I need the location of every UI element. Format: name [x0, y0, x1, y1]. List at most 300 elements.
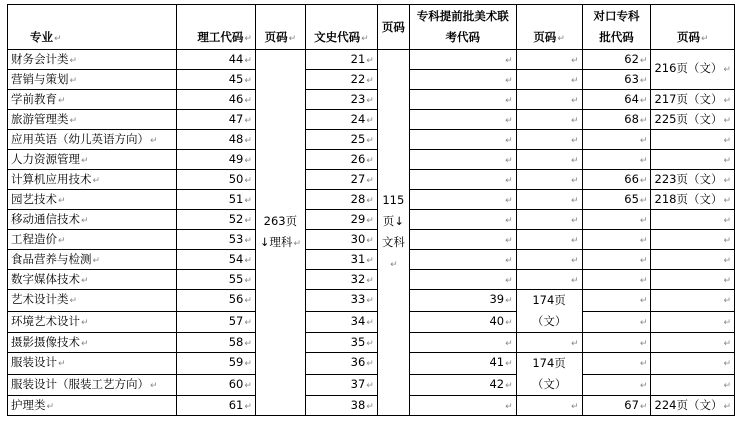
- return-mark: ↵: [81, 275, 89, 286]
- fine-art-page: [516, 70, 582, 90]
- voc-page: [651, 110, 735, 130]
- major-name-value: 计算机应用技术: [11, 171, 92, 186]
- art-code-value: 22: [350, 71, 366, 86]
- table-row: [8, 250, 735, 270]
- voc-code: [582, 130, 651, 150]
- fine-art-page: [516, 170, 582, 190]
- fine-art-code: [409, 130, 516, 150]
- return-mark: ↵: [639, 195, 648, 206]
- fine-art-code-value: 39: [489, 292, 505, 307]
- art-code-value: 38: [350, 397, 366, 412]
- major-name-value: 数字媒体技术: [11, 271, 80, 286]
- return-mark: ↵: [244, 175, 252, 186]
- sci-code: [176, 290, 255, 312]
- return-mark: ↵: [639, 338, 648, 349]
- table-row: [8, 150, 735, 170]
- major-name: [8, 290, 177, 312]
- voc-page-a-value: 216页（文）: [654, 61, 723, 75]
- return-mark: ↵: [723, 115, 731, 126]
- return-mark: ↵: [366, 359, 374, 370]
- sci-code-value: 49: [228, 151, 244, 166]
- voc-code: [582, 290, 651, 312]
- return-mark: ↵: [69, 75, 78, 86]
- art-code-value: 28: [350, 191, 366, 206]
- voc-code-value: 68: [624, 111, 639, 126]
- return-mark: ↵: [244, 359, 252, 370]
- return-mark: ↵: [505, 195, 513, 206]
- major-name: [8, 130, 177, 150]
- art-code: [305, 353, 377, 375]
- art-page-merged-value: 115页↓文科: [381, 192, 405, 249]
- fine-art-page: [516, 110, 582, 130]
- voc-page-a: [651, 50, 735, 90]
- art-code-value: 21: [350, 51, 366, 66]
- return-mark: ↵: [366, 155, 374, 166]
- fine-art-code: [409, 250, 516, 270]
- table-row: [8, 210, 735, 230]
- table-row: [8, 130, 735, 150]
- art-code-value: 33: [350, 292, 366, 307]
- return-mark: ↵: [366, 175, 374, 186]
- major-name: [8, 90, 177, 110]
- return-mark: ↵: [505, 115, 513, 126]
- return-mark: ↵: [81, 155, 89, 166]
- art-code: [305, 150, 377, 170]
- return-mark: ↵: [505, 380, 513, 391]
- return-mark: ↵: [366, 215, 374, 226]
- header-art-code: 文史代码↵: [305, 5, 377, 50]
- sci-code: [176, 230, 255, 250]
- return-mark: ↵: [505, 317, 513, 328]
- return-mark: ↵: [639, 135, 648, 146]
- return-mark: ↵: [505, 359, 513, 370]
- sci-code-value: 55: [228, 271, 244, 286]
- major-name: [8, 170, 177, 190]
- voc-code: [582, 170, 651, 190]
- sci-page-merged-value: 263页↓理科: [259, 213, 298, 249]
- table-row: [8, 333, 735, 353]
- return-mark: ↵: [723, 155, 731, 166]
- return-mark: ↵: [723, 359, 731, 370]
- sci-code: [176, 50, 255, 70]
- major-name: [8, 374, 177, 396]
- return-mark: ↵: [69, 55, 78, 66]
- return-mark: ↵: [723, 275, 731, 286]
- table-row: [8, 170, 735, 190]
- return-mark: ↵: [366, 380, 374, 391]
- art-page-merged: [377, 50, 409, 416]
- return-mark: ↵: [69, 115, 78, 126]
- voc-page: [651, 190, 735, 210]
- major-name-value: 服装设计（服装工艺方向）: [11, 376, 149, 391]
- return-mark: ↵: [244, 115, 252, 126]
- sci-code: [176, 90, 255, 110]
- return-mark: ↵: [244, 135, 252, 146]
- return-mark: ↵: [58, 359, 66, 370]
- sci-code-value: 58: [228, 334, 244, 349]
- return-mark: ↵: [505, 401, 513, 412]
- voc-page: [651, 250, 735, 270]
- header-voc-code: 对口专科批代码: [582, 5, 651, 50]
- art-code: [305, 311, 377, 333]
- return-mark: ↵: [571, 55, 579, 66]
- return-mark: ↵: [723, 135, 731, 146]
- sci-code: [176, 130, 255, 150]
- sci-code-value: 46: [228, 91, 244, 106]
- return-mark: ↵: [244, 55, 252, 66]
- return-mark: ↵: [46, 401, 55, 412]
- voc-code: [582, 374, 651, 396]
- table-row: [8, 70, 735, 90]
- sci-code: [176, 190, 255, 210]
- return-mark: ↵: [244, 195, 252, 206]
- art-code: [305, 250, 377, 270]
- major-name-value: 艺术设计类: [11, 292, 69, 307]
- major-name-value: 人力资源管理: [11, 151, 80, 166]
- voc-code: [582, 110, 651, 130]
- return-mark: ↵: [58, 95, 66, 106]
- return-mark: ↵: [366, 317, 374, 328]
- fine-art-code: [409, 374, 516, 396]
- voc-page: [651, 130, 735, 150]
- return-mark: ↵: [571, 255, 579, 266]
- header-row: [8, 5, 735, 50]
- return-mark: ↵: [58, 235, 66, 246]
- return-mark: ↵: [81, 338, 89, 349]
- sci-page-merged: [255, 50, 305, 416]
- art-code: [305, 270, 377, 290]
- header-fine-art-page: 页码↵: [516, 5, 582, 50]
- return-mark: ↵: [81, 215, 89, 226]
- return-mark: ↵: [723, 338, 731, 349]
- return-mark: ↵: [505, 155, 513, 166]
- return-mark: ↵: [366, 401, 374, 412]
- return-mark: ↵: [571, 95, 579, 106]
- fine-art-code: [409, 90, 516, 110]
- return-mark: ↵: [366, 195, 374, 206]
- fine-art-page: [516, 210, 582, 230]
- return-mark: ↵: [723, 317, 731, 328]
- fine-art-page: [516, 250, 582, 270]
- fine-art-page: [516, 190, 582, 210]
- art-code: [305, 190, 377, 210]
- fine-art-code: [409, 210, 516, 230]
- voc-code: [582, 70, 651, 90]
- art-code-value: 26: [350, 151, 366, 166]
- voc-page: [651, 311, 735, 333]
- major-name: [8, 250, 177, 270]
- sci-code-value: 60: [228, 376, 244, 391]
- voc-page-value: 223页（文）: [654, 171, 723, 186]
- voc-code: [582, 250, 651, 270]
- major-name: [8, 353, 177, 375]
- major-name-value: 食品营养与检测: [11, 251, 92, 266]
- major-name-value: 旅游管理类: [11, 111, 69, 126]
- fine-art-page: [516, 50, 582, 70]
- sci-code-value: 61: [228, 397, 244, 412]
- return-mark: ↵: [366, 235, 374, 246]
- major-name-value: 护理类: [11, 397, 46, 412]
- sci-code-value: 57: [228, 313, 244, 328]
- return-mark: ↵: [366, 296, 374, 307]
- return-mark: ↵: [244, 235, 252, 246]
- sci-code-value: 45: [228, 71, 244, 86]
- art-code: [305, 333, 377, 353]
- return-mark: ↵: [723, 380, 731, 391]
- fine-art-page: [516, 90, 582, 110]
- major-name-value: 移动通信技术: [11, 211, 80, 226]
- sci-code-value: 47: [228, 111, 244, 126]
- art-code: [305, 50, 377, 70]
- return-mark: ↵: [58, 195, 66, 206]
- major-name: [8, 210, 177, 230]
- major-name: [8, 270, 177, 290]
- art-code-value: 24: [350, 111, 366, 126]
- sci-code-value: 53: [228, 231, 244, 246]
- return-mark: ↵: [505, 338, 513, 349]
- return-mark: ↵: [639, 235, 648, 246]
- voc-page: [651, 230, 735, 250]
- voc-code: [582, 90, 651, 110]
- major-name: [8, 150, 177, 170]
- table-row: [8, 110, 735, 130]
- fine-art-page-a: [516, 290, 582, 333]
- return-mark: ↵: [150, 380, 158, 391]
- voc-code-value: 66: [624, 171, 639, 186]
- return-mark: ↵: [81, 317, 89, 328]
- fine-art-page: [516, 333, 582, 353]
- fine-art-code: [409, 290, 516, 312]
- voc-code: [582, 230, 651, 250]
- return-mark: ↵: [723, 65, 731, 75]
- sci-code-value: 48: [228, 131, 244, 146]
- return-mark: ↵: [639, 175, 648, 186]
- art-code-value: 37: [350, 376, 366, 391]
- art-code-value: 23: [350, 91, 366, 106]
- return-mark: ↵: [293, 238, 301, 249]
- table-row: [8, 270, 735, 290]
- return-mark: ↵: [639, 380, 648, 391]
- sci-code-value: 59: [228, 355, 244, 370]
- return-mark: ↵: [244, 275, 252, 286]
- major-name: [8, 230, 177, 250]
- return-mark: ↵: [505, 296, 513, 307]
- sci-code: [176, 374, 255, 396]
- fine-art-page-a-value: 174页（文）: [531, 293, 567, 328]
- header-sci-page: 页码↵: [255, 5, 305, 50]
- header-art-page: 页码: [377, 5, 409, 50]
- return-mark: ↵: [150, 135, 158, 146]
- voc-page-value: 225页（文）: [654, 111, 723, 126]
- return-mark: ↵: [571, 275, 579, 286]
- voc-page-value: 224页（文）: [654, 397, 723, 412]
- return-mark: ↵: [723, 195, 731, 206]
- art-code-value: 30: [350, 231, 366, 246]
- fine-art-code: [409, 311, 516, 333]
- return-mark: ↵: [639, 215, 648, 226]
- return-mark: ↵: [505, 135, 513, 146]
- enrollment-code-table: [7, 4, 735, 416]
- sci-code: [176, 70, 255, 90]
- fine-art-code: [409, 110, 516, 130]
- return-mark: ↵: [69, 296, 78, 307]
- return-mark: ↵: [571, 235, 579, 246]
- return-mark: ↵: [244, 317, 252, 328]
- return-mark: ↵: [639, 75, 648, 86]
- return-mark: ↵: [505, 95, 513, 106]
- return-mark: ↵: [723, 401, 731, 412]
- return-mark: ↵: [244, 296, 252, 307]
- sci-code: [176, 170, 255, 190]
- table-row: [8, 353, 735, 375]
- voc-code: [582, 396, 651, 416]
- table-row: [8, 50, 735, 70]
- return-mark: ↵: [366, 275, 374, 286]
- header-major: 专业↵: [8, 5, 177, 50]
- art-code: [305, 210, 377, 230]
- fine-art-page: [516, 230, 582, 250]
- sci-code-value: 44: [228, 51, 244, 66]
- return-mark: ↵: [244, 155, 252, 166]
- voc-code: [582, 150, 651, 170]
- major-name-value: 营销与策划: [11, 71, 69, 86]
- voc-code: [582, 210, 651, 230]
- major-name: [8, 70, 177, 90]
- table-row: [8, 230, 735, 250]
- sci-code: [176, 333, 255, 353]
- return-mark: ↵: [639, 275, 648, 286]
- return-mark: ↵: [366, 255, 374, 266]
- art-code-value: 36: [350, 355, 366, 370]
- fine-art-code: [409, 270, 516, 290]
- art-code-value: 31: [350, 251, 366, 266]
- voc-code-value: 65: [624, 191, 639, 206]
- art-code-value: 35: [350, 334, 366, 349]
- art-code: [305, 110, 377, 130]
- sci-code-value: 50: [228, 171, 244, 186]
- return-mark: ↵: [92, 175, 101, 186]
- art-code-value: 29: [350, 211, 366, 226]
- fine-art-page: [516, 396, 582, 416]
- table-row: [8, 190, 735, 210]
- art-code: [305, 230, 377, 250]
- art-code-value: 25: [350, 131, 366, 146]
- sci-code: [176, 150, 255, 170]
- return-mark: ↵: [639, 359, 648, 370]
- fine-art-code: [409, 50, 516, 70]
- major-name-value: 摄影摄像技术: [11, 334, 80, 349]
- return-mark: ↵: [723, 215, 731, 226]
- return-mark: ↵: [505, 175, 513, 186]
- fine-art-code: [409, 396, 516, 416]
- fine-art-page: [516, 270, 582, 290]
- return-mark: ↵: [639, 55, 648, 66]
- return-mark: ↵: [505, 215, 513, 226]
- voc-page: [651, 170, 735, 190]
- return-mark: ↵: [244, 75, 252, 86]
- fine-art-page: [516, 150, 582, 170]
- sci-code-value: 52: [228, 211, 244, 226]
- major-name-value: 工程造价: [11, 231, 57, 246]
- return-mark: ↵: [723, 296, 731, 307]
- art-code: [305, 290, 377, 312]
- return-mark: ↵: [571, 175, 579, 186]
- return-mark: ↵: [244, 255, 252, 266]
- art-code: [305, 170, 377, 190]
- voc-page: [651, 374, 735, 396]
- fine-art-code: [409, 333, 516, 353]
- voc-page: [651, 396, 735, 416]
- table-row: [8, 311, 735, 333]
- major-name: [8, 333, 177, 353]
- return-mark: ↵: [505, 235, 513, 246]
- return-mark: ↵: [571, 115, 579, 126]
- return-mark: ↵: [505, 75, 513, 86]
- return-mark: ↵: [723, 95, 731, 106]
- fine-art-code: [409, 353, 516, 375]
- return-mark: ↵: [244, 380, 252, 391]
- return-mark: ↵: [244, 95, 252, 106]
- major-name-value: 服装设计: [11, 355, 57, 370]
- sci-code: [176, 250, 255, 270]
- return-mark: ↵: [366, 95, 374, 106]
- sci-code: [176, 353, 255, 375]
- sci-code: [176, 110, 255, 130]
- return-mark: ↵: [366, 55, 374, 66]
- voc-code: [582, 353, 651, 375]
- table-row: [8, 90, 735, 110]
- voc-page: [651, 290, 735, 312]
- return-mark: ↵: [244, 338, 252, 349]
- return-mark: ↵: [639, 95, 648, 106]
- return-mark: ↵: [366, 338, 374, 349]
- header-sci-code: 理工代码↵: [176, 5, 255, 50]
- fine-art-code: [409, 150, 516, 170]
- art-code-value: 32: [350, 271, 366, 286]
- return-mark: ↵: [505, 55, 513, 66]
- return-mark: ↵: [366, 75, 374, 86]
- major-name-value: 应用英语（幼儿英语方向）: [11, 131, 149, 146]
- fine-art-code: [409, 70, 516, 90]
- art-code: [305, 130, 377, 150]
- return-mark: ↵: [571, 338, 579, 349]
- fine-art-code-value: 42: [489, 376, 505, 391]
- art-code: [305, 396, 377, 416]
- art-code: [305, 70, 377, 90]
- art-code: [305, 374, 377, 396]
- art-code-value: 34: [350, 313, 366, 328]
- return-mark: ↵: [92, 255, 101, 266]
- voc-code: [582, 50, 651, 70]
- voc-page: [651, 150, 735, 170]
- voc-code: [582, 311, 651, 333]
- major-name-value: 财务会计类: [11, 51, 69, 66]
- voc-page: [651, 353, 735, 375]
- sci-code: [176, 311, 255, 333]
- return-mark: ↵: [571, 155, 579, 166]
- voc-page-value: 218页（文）: [654, 191, 723, 206]
- return-mark: ↵: [571, 135, 579, 146]
- return-mark: ↵: [390, 259, 398, 270]
- table-row: [8, 290, 735, 312]
- return-mark: ↵: [639, 317, 648, 328]
- voc-code-value: 62: [624, 51, 639, 66]
- fine-art-code: [409, 230, 516, 250]
- return-mark: ↵: [244, 401, 252, 412]
- return-mark: ↵: [571, 215, 579, 226]
- table-row: [8, 396, 735, 416]
- return-mark: ↵: [571, 401, 579, 412]
